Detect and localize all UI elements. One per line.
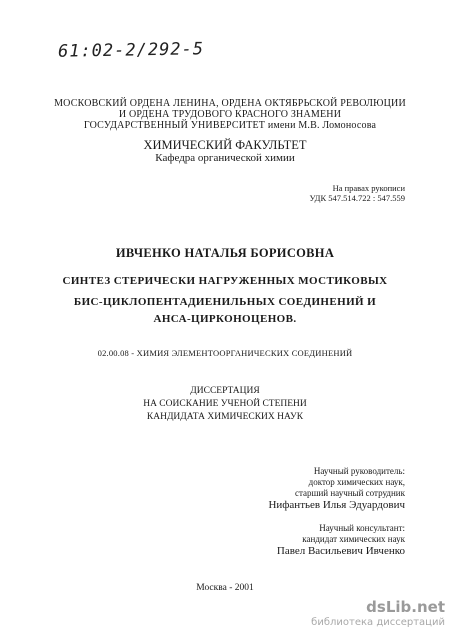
author-name: ИВЧЕНКО НАТАЛЬЯ БОРИСОВНА xyxy=(115,246,335,260)
specialty-code: 02.00.08 - ХИМИЯ ЭЛЕМЕНТООРГАНИЧЕСКИХ СОЕДИНЕНИЙ xyxy=(97,348,353,358)
supervisor-degree: доктор химических наук, xyxy=(308,477,405,487)
thesis-title-line-1: СИНТЕЗ СТЕРИЧЕСКИ НАГРУЖЕННЫХ МОСТИКОВЫХ xyxy=(62,275,388,287)
consultant-name: Павел Васильевич Ивченко xyxy=(276,545,405,557)
university-header-line-1: МОСКОВСКИЙ ОРДЕНА ЛЕНИНА, ОРДЕНА ОКТЯБРЬСКОЙ РЕВОЛЮЦИИ xyxy=(54,98,406,109)
supervisor-label: Научный руководитель: xyxy=(313,466,405,476)
degree-name: КАНДИДАТА ХИМИЧЕСКИХ НАУК xyxy=(146,412,304,422)
degree-purpose: НА СОИСКАНИЕ УЧЕНОЙ СТЕПЕНИ xyxy=(143,399,307,409)
dslib-watermark-subtitle: библиотека диссертаций xyxy=(311,617,445,628)
thesis-title-line-3: АНСА-ЦИРКОНОЦЕНОВ. xyxy=(153,313,297,325)
handwritten-catalog-number: 61:02-2/292-5 xyxy=(57,39,205,62)
university-header-line-2: И ОРДЕНА ТРУДОВОГО КРАСНОГО ЗНАМЕНИ xyxy=(118,109,342,120)
thesis-title-line-2: БИС-ЦИКЛОПЕНТАДИЕНИЛЬНЫХ СОЕДИНЕНИЙ И xyxy=(73,296,377,308)
dslib-watermark-logo[interactable]: dsLib.net xyxy=(366,598,445,616)
udk-code: УДК 547.514.722 : 547.559 xyxy=(309,193,405,203)
manuscript-rights: На правах рукописи xyxy=(332,183,405,193)
faculty-name: ХИМИЧЕСКИЙ ФАКУЛЬТЕТ xyxy=(143,138,307,152)
consultant-label: Научный консультант: xyxy=(319,523,405,533)
supervisor-name: Нифантьев Илья Эдуардович xyxy=(268,499,405,511)
dissertation-label: ДИССЕРТАЦИЯ xyxy=(190,386,260,396)
university-header-line-3: ГОСУДАРСТВЕННЫЙ УНИВЕРСИТЕТ имени М.В. Ломоносова xyxy=(83,120,377,131)
department-name: Кафедра органической химии xyxy=(155,152,295,164)
consultant-degree: кандидат химических наук xyxy=(302,534,405,544)
city-year: Москва - 2001 xyxy=(196,583,254,593)
supervisor-position: старший научный сотрудник xyxy=(295,488,405,498)
